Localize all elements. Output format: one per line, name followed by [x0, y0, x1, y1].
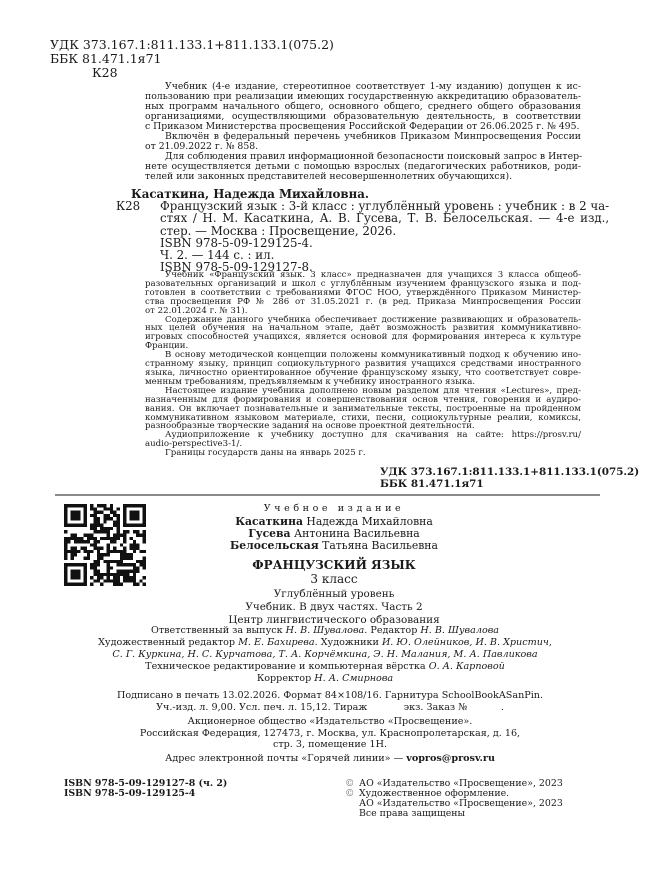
text-line: В основу методической концепции положены коммуникативный подход к обучению ино-: [165, 350, 581, 361]
imprint-author: Белосельская Татьяна Васильевна: [230, 539, 438, 552]
bbk-code: ББК 81.471.1я71: [50, 51, 162, 66]
classification-header: [50, 38, 334, 80]
book-center: Центр лингвистического образования: [228, 614, 440, 626]
copyright-icon: ©: [345, 788, 355, 799]
credits: Ответственный за выпуск Н. В. Шувалова. Редактор Н. В. Шувалова Художественный редактор М. Е. Бахирева. Художники И. Ю. Олейников, И. В. Христич, С. Г. Куркина, Н. С. Курчатова, Т. А. Корчёмкина, Э. Н. Малания, М. А. Павликова Техническое редактирование и компьютерная вёрстка О. А. Карповой Корректор Н. А. Смирнова: [98, 625, 552, 684]
text-line: Содержание данного учебника обеспечивает достижение развивающих и образователь-: [165, 314, 581, 325]
bib-isbn-set: ISBN 978-5-09-129125-4.: [160, 235, 313, 250]
book-title: ФРАНЦУЗСКИЙ ЯЗЫК: [252, 558, 416, 572]
text-line: разовательных организаций и школ с углублённым изучением французского языка и под-: [145, 278, 581, 289]
book-level: Углублённый уровень: [273, 588, 395, 600]
bbk-code-repeat: ББК 81.471.1я71: [380, 478, 484, 490]
imprint-authors: [140, 516, 528, 552]
text-line: странному языку, принцип социокультурного развития учащихся средствами иностранного: [145, 359, 581, 370]
annotation: [145, 271, 581, 458]
text-line: телей или законных представителей несовершеннолетних обучающихся).: [145, 171, 513, 182]
text-line: ных программ начального общего, основного общего, среднего общего образования: [145, 101, 581, 112]
hotline-email: Адрес электронной почты «Горячей линии» — vopros@prosv.ru: [165, 753, 495, 764]
text-line: с Приказом Министерства просвещения Российской Федерации от 26.06.2025 г. № 495.: [145, 121, 580, 132]
text-line: организациями, осуществляющими образовательную деятельность, в соответствии: [145, 111, 581, 122]
text-line: от 21.09.2022 г. № 858.: [145, 141, 259, 152]
bib-part: Ч. 2. — 144 с. : ил.: [160, 248, 275, 263]
publisher-info: Акционерное общество «Издательство «Просвещение». Российская Федерация, 127473, г. Москва, ул. Краснопролетарская, д. 16, стр. 3, помещение 1Н.: [139, 716, 521, 750]
udk-code-repeat: УДК 373.167.1:811.133.1+811.133.1(075.2): [380, 466, 640, 478]
text-line: стер. — Москва : Просвещение, 2026.: [160, 223, 397, 238]
text-line: вания. Он включает познавательные и занимательные тексты, построенные на пройденном: [145, 403, 581, 414]
email-link[interactable]: vopros@prosv.ru: [406, 753, 495, 764]
text-line: Настоящее издание учебника дополнено новым разделом для чтения «Lectures», пред-: [165, 385, 581, 396]
book-grade: 3 класс: [310, 572, 358, 586]
classification-repeat: [380, 466, 639, 490]
text-line: Французский язык : 3-й класс : углублённый уровень : учебник : в 2 ча-: [160, 199, 610, 214]
text-line: разнообразные творческие задания на основе проектной деятельности.: [145, 421, 475, 432]
text-line: ства просвещения РФ № 286 от 31.05.2021 г. (в ред. Приказа Минпросвещения России: [145, 296, 581, 307]
bib-code: К28: [116, 199, 141, 214]
text-line: Франции.: [145, 341, 189, 352]
imprint-author: Касаткина Надежда Михайловна: [235, 515, 433, 528]
text-line: Аудиоприложение к учебнику доступно для скачивания на сайте: https://prosv.ru/: [165, 430, 581, 441]
author-code: К28: [92, 65, 118, 80]
imprint-author: Гусева Антонина Васильевна: [248, 527, 420, 540]
text-line: Для соблюдения правил информационной безопасности поисковый запрос в Интер-: [165, 151, 583, 162]
text-line: ных целей обучения на начальном этапе, даёт возможность развития коммуникативно-: [145, 323, 581, 334]
text-line: Учебник «Французский язык. 3 класс» предназначен для учащихся 3 класса общеоб-: [165, 270, 581, 280]
text-line: менным требованиям, предъявляемым к учебнику иностранного языка.: [145, 376, 476, 387]
bib-isbn-part: ISBN 978-5-09-129127-8.: [160, 260, 313, 275]
copyright-icon: ©: [345, 778, 355, 789]
divider: [55, 494, 600, 496]
isbn-list: ISBN 978-5-09-129127-8 (ч. 2) ISBN 978-5-09-129125-4: [64, 778, 228, 799]
approval-notice: [145, 82, 581, 182]
print-info: Подписано в печать 13.02.2026. Формат 84×108/16. Гарнитура SchoolBookASanPin. Уч.-изд. л. 9,00. Усл. печ. л. 15,12. Тираж экз. Заказ № .: [116, 690, 544, 713]
bib-description: [160, 200, 609, 237]
text-line: стях / Н. М. Касаткина, А. В. Гусева, Т. В. Белосельская. — 4-е изд.,: [160, 211, 610, 226]
qr-code: [64, 504, 146, 586]
copyright-notice: © АО «Издательство «Просвещение», 2023 © Художественное оформление. АО «Издательство «Просвещение», 2023 Все права защищены: [345, 778, 563, 819]
text-line: назначенным для формирования и совершенствования основ чтения, говорения и аудиро-: [145, 394, 581, 405]
text-line: игровых способностей учащихся, является основой для формирования интереса к культуре: [145, 332, 581, 343]
book-part: Учебник. В двух частях. Часть 2: [245, 601, 423, 613]
text-line: от 22.01.2024 г. № 31).: [145, 305, 248, 316]
text-line: нете осуществляется детьми с помощью взрослых (педагогических работников, роди-: [145, 161, 581, 172]
text-line: Включён в федеральный перечень учебников Приказом Минпросвещения России: [165, 131, 581, 142]
text-line: пользованию при реализации имеющих государственную аккредитацию образователь-: [145, 91, 581, 102]
text-line: готовлен в соответствии с требованиями ФГОС НОО, утверждённого Приказом Министер-: [145, 287, 581, 298]
text-line: Границы государств даны на январь 2025 г.: [165, 448, 366, 459]
text-line: языка, личностно ориентированное обучение французскому языку, что соответствует совре-: [145, 367, 581, 378]
text-line: Учебник (4-е издание, стереотипное соответствует 1-му изданию) допущен к ис-: [165, 81, 581, 92]
text-line: audio-perspective3-1/.: [145, 439, 243, 450]
text-line: коммуникативном языковом материале, стихи, песни, социокультурные реалии, комиксы,: [145, 412, 581, 423]
udk-code: УДК 373.167.1:811.133.1+811.133.1(075.2): [50, 37, 334, 52]
edition-type: Учебное издание: [263, 503, 405, 514]
bib-author: Касаткина, Надежда Михайловна.: [131, 187, 369, 201]
